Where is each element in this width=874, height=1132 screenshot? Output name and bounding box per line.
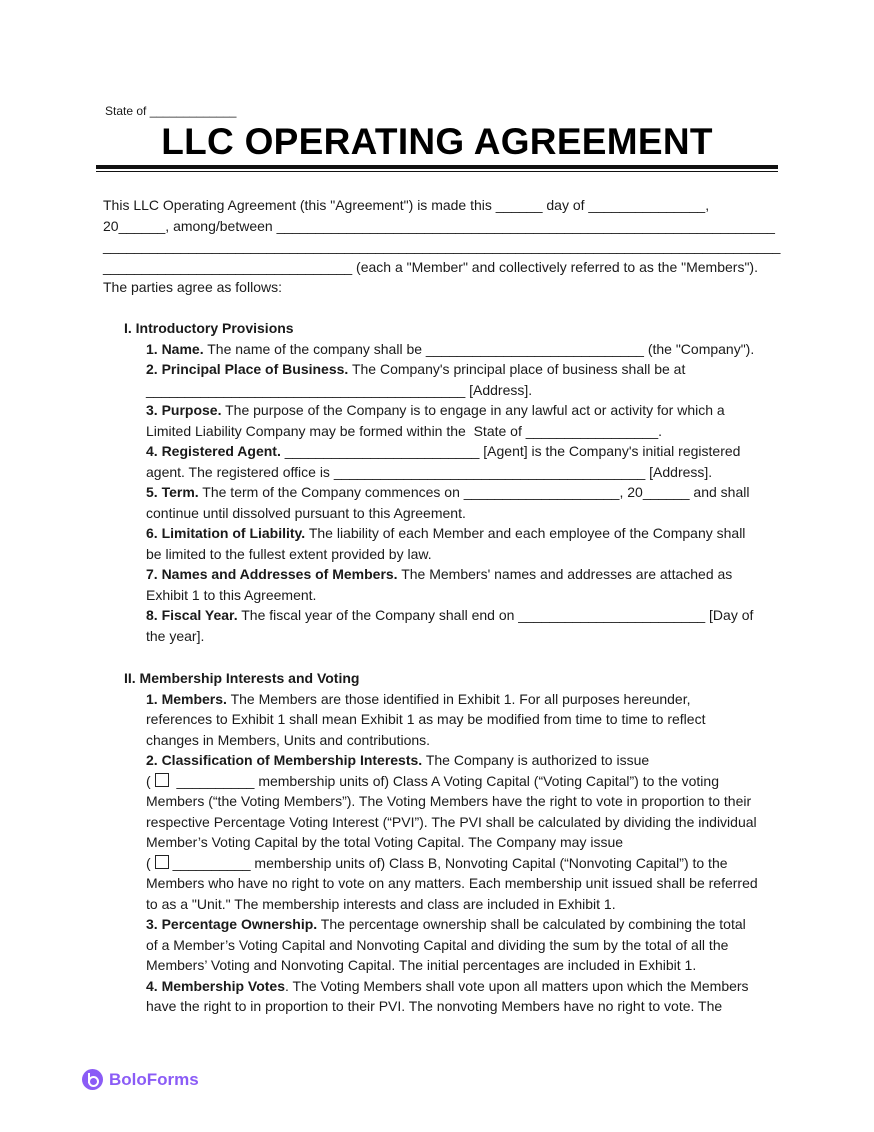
- clause-text: The term of the Company commences on ____________________, 20______ and shall: [198, 484, 750, 500]
- text-line: [103, 277, 780, 298]
- clause-text: This LLC Operating Agreement (this "Agreement") is made this ______ day of _______________,: [103, 197, 710, 213]
- clause-text: The percentage ownership shall be calculated by combining the total: [317, 916, 746, 932]
- clause-text: (: [146, 854, 151, 871]
- boloforms-logo-icon: [82, 1069, 103, 1090]
- clause-heading: 3. Percentage Ownership.: [146, 916, 318, 932]
- section-introductory-provisions: [124, 318, 754, 646]
- section-membership-interests: [124, 668, 758, 1017]
- clause-text: The Company's principal place of business shall be at: [348, 361, 686, 377]
- text-line: [124, 914, 758, 935]
- text-line: [124, 523, 754, 544]
- clause-text: The name of the company shall be ____________________________ (the "Company").: [203, 340, 755, 357]
- text-line: [124, 544, 754, 565]
- brand-name: BoloForms: [109, 1069, 199, 1089]
- clause-heading: 6. Limitation of Liability.: [146, 525, 306, 541]
- clause-text: _______________________________________________________________________________________: [103, 238, 781, 254]
- title-rule-thin: [96, 171, 778, 172]
- section-heading: I. Introductory Provisions: [124, 320, 294, 336]
- clause-text: The parties agree as follows:: [103, 279, 282, 295]
- text-line: [124, 400, 754, 421]
- text-line: [124, 689, 758, 710]
- clause-heading: 1. Members.: [146, 690, 227, 707]
- text-line: [124, 750, 758, 771]
- clause-text: _________________________________________ [Address].: [146, 381, 533, 398]
- text-line: [124, 996, 758, 1017]
- state-of-field: State of _____________: [105, 104, 237, 118]
- clause-text: __________ membership units of) Class A Voting Capital (“Voting Capital”) to the voting: [172, 772, 719, 789]
- clause-heading: 8. Fiscal Year.: [146, 607, 238, 623]
- text-line: [103, 195, 780, 216]
- text-line: [103, 236, 780, 257]
- text-line: [103, 257, 780, 278]
- clause-text: Members’ Voting and Nonvoting Capital. The initial percentages are included in Exhibit 1.: [146, 957, 697, 973]
- clause-heading: 5. Term.: [146, 484, 199, 500]
- document-title: LLC OPERATING AGREEMENT: [161, 121, 713, 162]
- text-line: [124, 503, 754, 524]
- text-line: [124, 791, 758, 812]
- checkbox[interactable]: [155, 855, 169, 869]
- clause-heading: 4. Registered Agent.: [146, 443, 281, 459]
- clause-text: agent. The registered office is ________________________________________ [Address].: [146, 463, 713, 480]
- text-line: [124, 873, 758, 894]
- text-line: [124, 771, 758, 792]
- text-line: [124, 605, 754, 626]
- text-line: [124, 564, 754, 585]
- clause-heading: 3. Purpose.: [146, 402, 222, 418]
- clause-heading: 1. Name.: [146, 340, 204, 357]
- text-line: [124, 935, 758, 956]
- text-line: [124, 482, 754, 503]
- boloforms-logo: [82, 1069, 199, 1090]
- clause-heading: 2. Principal Place of Business.: [146, 361, 349, 377]
- text-line: [124, 955, 758, 976]
- intro-paragraph: [103, 195, 780, 298]
- clause-text: be limited to the fullest extent provided by law.: [146, 545, 432, 562]
- text-line: [124, 441, 754, 462]
- clause-text: references to Exhibit 1 shall mean Exhibit 1 as may be modified from time to time to reflect: [146, 711, 706, 727]
- text-line: [124, 812, 758, 833]
- checkbox[interactable]: [155, 773, 169, 787]
- clause-text: continue until dissolved pursuant to this Agreement.: [146, 504, 466, 521]
- text-line: [124, 421, 754, 442]
- clause-text: The fiscal year of the Company shall end on ________________________ [Day of: [237, 607, 754, 623]
- clause-text: The liability of each Member and each employee of the Company shall: [305, 525, 746, 541]
- clause-text: to as a "Unit." The membership interests and class are included in Exhibit 1.: [146, 895, 616, 912]
- text-line: [124, 339, 754, 360]
- clause-text: The Company is authorized to issue: [422, 752, 650, 768]
- clause-text: the year].: [146, 627, 205, 644]
- text-line: [124, 976, 758, 997]
- text-line: [124, 462, 754, 483]
- text-line: [124, 626, 754, 647]
- clause-text: Members (“the Voting Members”). The Voting Members have the right to vote in proportion to their: [146, 793, 752, 809]
- clause-text: The purpose of the Company is to engage in any lawful act or activity for which a: [221, 402, 725, 418]
- clause-text: Limited Liability Company may be formed within the State of _________________.: [146, 422, 662, 439]
- clause-text: (: [146, 772, 151, 789]
- clause-text: __________ membership units of) Class B, Nonvoting Capital (“Nonvoting Capital”) to the: [172, 854, 728, 871]
- text-line: [103, 216, 780, 237]
- text-line: [124, 359, 754, 380]
- section-heading: II. Membership Interests and Voting: [124, 670, 360, 686]
- clause-heading: 7. Names and Addresses of Members.: [146, 566, 398, 582]
- text-line: [124, 380, 754, 401]
- text-line: [124, 832, 758, 853]
- clause-text: _________________________ [Agent] is the Company's initial registered: [280, 443, 741, 459]
- text-line: [124, 853, 758, 874]
- clause-heading: 4. Membership Votes: [146, 977, 286, 994]
- title-rule-thick: [96, 165, 778, 169]
- text-line: [124, 709, 758, 730]
- text-line: [124, 730, 758, 751]
- clause-text: The Members' names and addresses are attached as: [397, 566, 733, 582]
- clause-text: of a Member’s Voting Capital and Nonvoting Capital and dividing the sum by the total of all the: [146, 936, 729, 953]
- clause-text: Exhibit 1 to this Agreement.: [146, 586, 317, 603]
- clause-heading: 2. Classification of Membership Interests.: [146, 752, 423, 768]
- clause-text: respective Percentage Voting Interest (“PVI”). The PVI shall be calculated by dividing the individual: [146, 813, 757, 830]
- clause-text: The Members are those identified in Exhibit 1. For all purposes hereunder,: [226, 690, 691, 707]
- clause-text: changes in Members, Units and contributions.: [146, 731, 431, 748]
- clause-text: . The Voting Members shall vote upon all matters upon which the Members: [285, 977, 749, 994]
- clause-text: Member’s Voting Capital by the total Voting Capital. The Company may issue: [146, 834, 624, 850]
- clause-text: Members who have no right to vote on any matters. Each membership unit issued shall be referred: [146, 875, 758, 891]
- text-line: [124, 585, 754, 606]
- text-line: [124, 894, 758, 915]
- clause-text: ________________________________ (each a "Member" and collectively referred to as the "Members").: [103, 258, 758, 275]
- clause-text: 20______, among/between ________________________________________________________________: [103, 217, 775, 234]
- clause-text: have the right to in proportion to their PVI. The nonvoting Members have no right to vote. The: [146, 998, 723, 1014]
